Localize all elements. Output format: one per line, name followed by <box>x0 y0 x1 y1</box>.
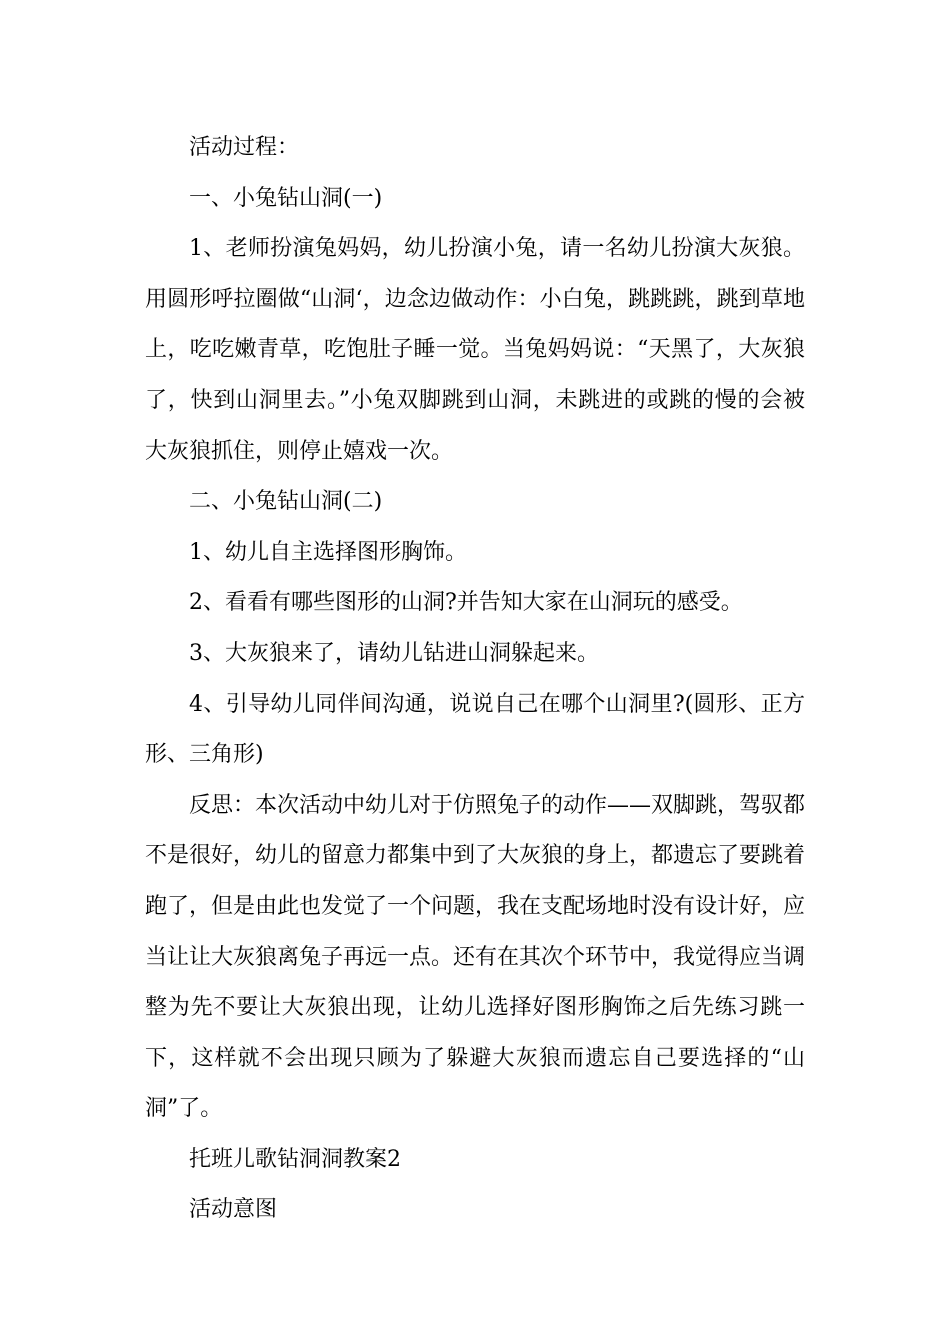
heading-activity-process: 活动过程： <box>189 135 300 160</box>
paragraph-reflection: 反思：本次活动中幼儿对于仿照兔子的动作——双脚跳，驾驭都不是很好，幼儿的留意力都集中到了大灰狼的身上，都遗忘了要跳着跑了，但是由此也发觉了一个问题，我在支配场地时没有设计好，应当让让大灰狼离兔子再远一点。还有在其次个环节中，我觉得应当调整为先不要让大灰狼出现，让幼儿选择好图形胸饰之后先练习跳一下，这样就不会出现只顾为了躲避大灰狼而遗忘自己要选择的“山洞”了。 <box>145 792 806 1122</box>
document-page <box>145 123 805 1236</box>
paragraph-step-2-3: 3、大灰狼来了，请幼儿钻进山洞躲起来。 <box>189 640 599 666</box>
heading-activity-intent: 活动意图 <box>189 1197 278 1223</box>
section-heading-rabbit-cave-1: 一、小兔钻山洞(一) <box>189 185 383 211</box>
paragraph-step-2-4: 4、引导幼儿同伴间沟通，说说自己在哪个山洞里?(圆形、正方形、三角形) <box>145 691 805 768</box>
section-title-lesson-2: 托班儿歌钻洞洞教案2 <box>189 1146 401 1172</box>
paragraph-step-2-1: 1、幼儿自主选择图形胸饰。 <box>189 539 467 565</box>
section-heading-rabbit-cave-2: 二、小兔钻山洞(二) <box>189 489 383 515</box>
paragraph-step-1: 1、老师扮演兔妈妈，幼儿扮演小兔，请一名幼儿扮演大灰狼。用圆形呼拉圈做“山洞‘，边念边做动作：小白兔，跳跳跳，跳到草地上，吃吃嫩青草，吃饱肚子睡一觉。当兔妈妈说：“天黑了，大灰狼了，快到山洞里去。”小兔双脚跳到山洞，未跳进的或跳的慢的会被大灰狼抓住，则停止嬉戏一次。 <box>145 236 805 464</box>
paragraph-step-2-2: 2、看看有哪些图形的山洞?并告知大家在山洞玩的感受。 <box>189 590 743 616</box>
